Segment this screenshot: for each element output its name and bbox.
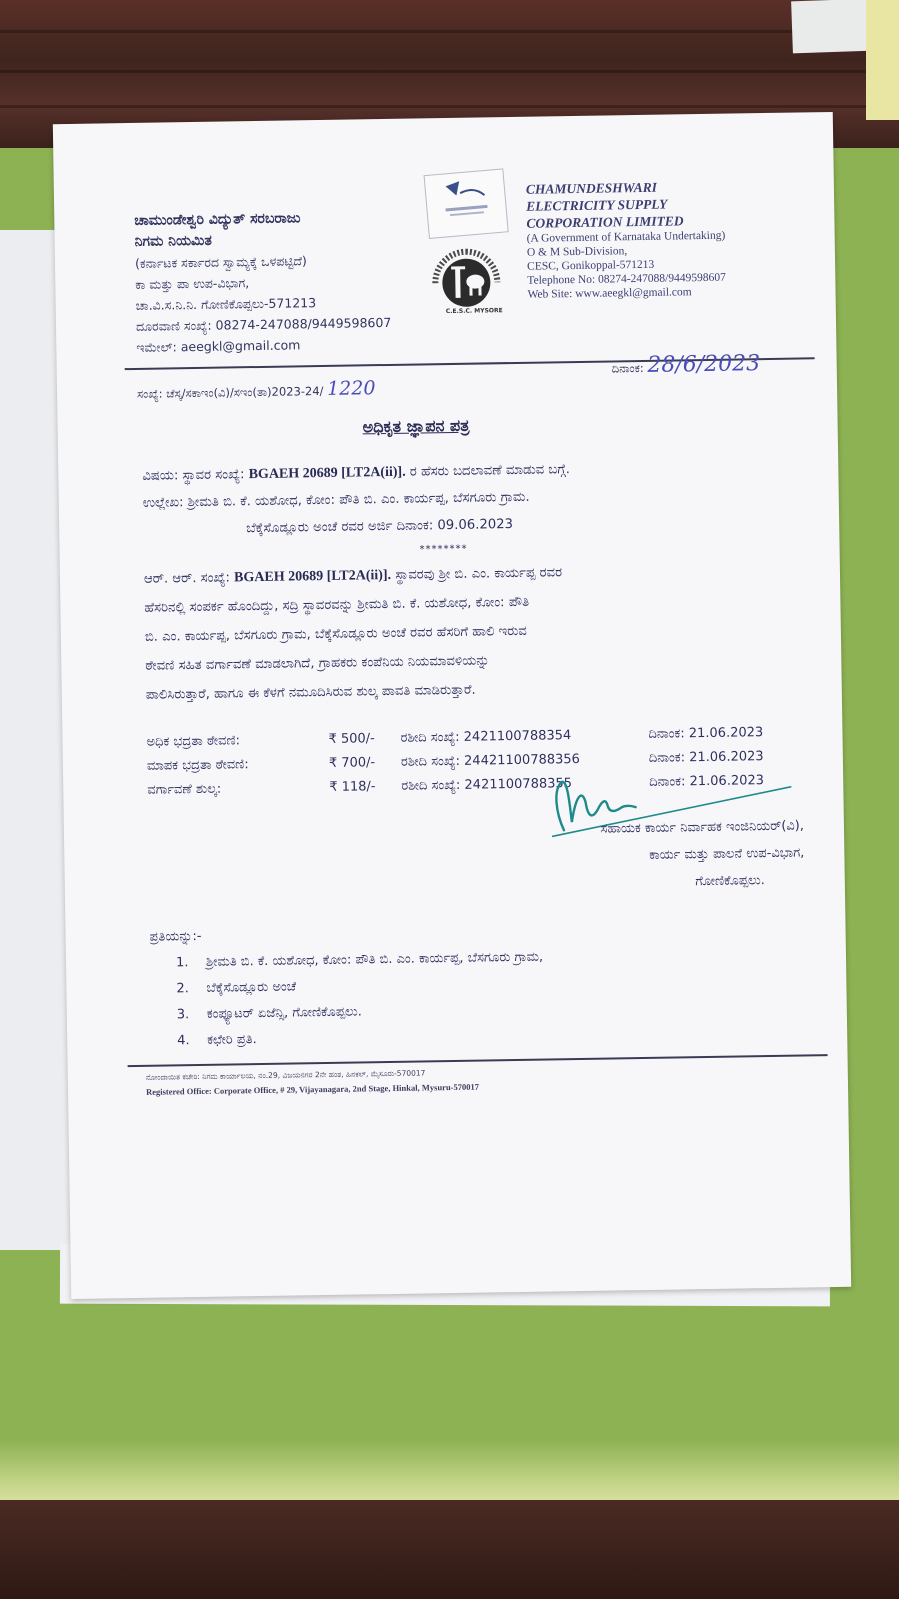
reference-number [137, 377, 376, 403]
subdivision-kannada: ಕಾ ಮತ್ತು ಪಾ ಉಪ-ವಿಭಾಗ, [135, 275, 250, 292]
fee-amount: ₹ 118/- [329, 779, 376, 795]
body-line-1-rest: ಸ್ಥಾವರವು ಶ್ರೀ ಬಿ. ಎಂ. ಕಾರ್ಯಪ್ಪ ರವರ [395, 565, 563, 583]
company-name-kannada: ಚಾಮುಂಡೇಶ್ವರಿ ವಿದ್ಯುತ್ ಸರಬರಾಜು [134, 210, 301, 229]
body-rr-label: ಆರ್. ಆರ್. ಸಂಖ್ಯೆ: [143, 570, 231, 587]
body-line-5: ಪಾಲಿಸಿರುತ್ತಾರೆ, ಹಾಗೂ ಈ ಕೆಳಗೆ ನಮೂದಿಸಿರುವ ಶುಲ್ಕ ಪಾವತಿ ಮಾಡಿರುತ್ತಾರೆ. [145, 682, 476, 703]
background-yellow-paper [866, 0, 899, 120]
fee-label: ಮಾಪಕ ಭದ್ರತಾ ಠೇವಣಿ: [146, 757, 249, 774]
wood-grain [0, 30, 899, 33]
fee-amount: ₹ 500/- [328, 731, 375, 747]
govt-undertaking-kannada: (ಕರ್ನಾಟಕ ಸರ್ಕಾರದ ಸ್ವಾಮ್ಯಕ್ಕೆ ಒಳಪಟ್ಟಿದೆ) [134, 253, 307, 271]
list-item [177, 1023, 545, 1055]
subject-prefix: ಸ್ಥಾವರ ಸಂಖ್ಯೆ: [182, 467, 245, 484]
emblem-sticker [424, 168, 509, 239]
subject-suffix: ರ ಹೆಸರು ಬದಲಾವಣೆ ಮಾಡುವ ಬಗ್ಗೆ. [409, 462, 571, 480]
footer-divider [128, 1054, 828, 1067]
copies-list [176, 945, 545, 1055]
signatory-subdivision: ಕಾರ್ಯ ಮತ್ತು ಪಾಲನೆ ಉಪ-ವಿಭಾಗ, [649, 845, 805, 863]
signature-block [600, 812, 805, 896]
list-item-number: 3. [176, 1007, 190, 1023]
wooden-table-bottom [0, 1500, 899, 1599]
reference-number-label: ಸಂಖ್ಯೆ: ಚೆಸ್ಕ/ಸಕಾಇಂ(ವಿ)/ಸಇಂ(ತಾ)2023-24/ [136, 383, 324, 401]
company-name-line3: CORPORATION LIMITED [526, 213, 684, 231]
body-line-4: ಠೇವಣಿ ಸಹಿತ ವರ್ಗಾವಣೆ ಮಾಡಲಾಗಿದೆ, ಗ್ರಾಹಕರು ಕಂಪೆನಿಯ ನಿಯಮಾವಳಿಯನ್ನು [145, 653, 490, 674]
memo-date-handwritten: 28/6/2023 [647, 351, 761, 378]
list-item-number: 2. [176, 981, 189, 997]
copies-heading: ಪ್ರತಿಯನ್ನು:- [149, 928, 202, 945]
govt-undertaking: (A Government of Karnataka Undertaking) [526, 229, 726, 245]
subdivision: O & M Sub-Division, [526, 245, 628, 259]
subject-installation-code: BGAEH 20689 [LT2A(ii)]. [248, 464, 406, 483]
memo-date [611, 351, 760, 378]
separator-stars: ******** [419, 543, 468, 556]
address-kannada: ಚಾ.ವಿ.ಸ.ನಿ.ನಿ. ಗೋಣಿಕೊಪ್ಪಲು-571213 [135, 295, 317, 313]
letterhead-english [526, 178, 727, 302]
background-paper-corner [791, 0, 873, 53]
official-memo-sheet [53, 112, 851, 1299]
signatory-place: ಗೋಣಿಕೊಪ್ಪಲು. [695, 873, 765, 890]
list-item-text: ಕಛೇರಿ ಪ್ರತಿ. [207, 1032, 257, 1048]
fee-date: ದಿನಾಂಕ: 21.06.2023 [648, 725, 764, 742]
fee-label: ವರ್ಗಾವಣೆ ಶುಲ್ಕ: [147, 781, 222, 798]
letterhead-kannada [134, 207, 392, 358]
body-line-3: ಬಿ. ಎಂ. ಕಾರ್ಯಪ್ಪ, ಬೆಸಗೂರು ಗ್ರಾಮ, ಬೆಕ್ಕೆಸೊಡ್ಲೂರು ಅಂಚೆ ರವರ ಹೆಸರಿಗೆ ಹಾಲಿ ಇರುವ [144, 623, 527, 645]
list-item-number: 4. [177, 1033, 190, 1049]
fee-amount: ₹ 700/- [328, 755, 376, 771]
email-kannada: ಇಮೇಲ್: aeegkl@gmail.com [136, 337, 301, 355]
website: Web Site: www.aeegkl@gmail.com [527, 286, 692, 301]
list-item-text: ಶ್ರೀಮತಿ ಬಿ. ಕೆ. ಯಶೋಧ, ಕೋಂ: ಪೌತಿ ಬಿ. ಎಂ. ಕಾರ್ಯಪ್ಪ, ಬೆಸಗೂರು ಗ್ರಾಮ, [205, 949, 544, 970]
telephone: Telephone No: 08274-247088/9449598607 [527, 271, 726, 287]
reference-number-handwritten: 1220 [326, 377, 376, 400]
subject-label: ವಿಷಯ: [142, 468, 179, 484]
fee-label: ಅಧಿಕ ಭದ್ರತಾ ಠೇವಣಿ: [146, 733, 241, 750]
reference-label: ಉಲ್ಲೇಖ: [142, 495, 184, 511]
fee-row [146, 725, 763, 750]
memo-date-label: ದಿನಾಂಕ: [611, 360, 644, 376]
fee-receipt: ರಶೀದಿ ಸಂಖ್ಯೆ: 24421100788356 [400, 751, 581, 770]
body-installation-code: BGAEH 20689 [LT2A(ii)]. [233, 567, 392, 586]
signatory-designation: ಸಹಾಯಕ ಕಾರ್ಯ ನಿರ್ವಾಹಕ ಇಂಜಿನಿಯರ್(ವಿ), [600, 818, 805, 837]
cesc-logo [431, 245, 502, 316]
fee-date: ದಿನಾಂಕ: 21.06.2023 [648, 749, 764, 766]
list-item-text: ಬೆಕ್ಕೆಸೊಡ್ಲೂರು ಅಂಚೆ [206, 979, 297, 996]
office-address: CESC, Gonikoppal-571213 [527, 258, 655, 273]
memo-title: ಅಧಿಕೃತ ಜ್ಞಾಪನ ಪತ್ರ [362, 415, 470, 437]
list-item-number: 1. [175, 955, 189, 971]
company-name-line2: ELECTRICITY SUPPLY [526, 196, 668, 214]
wood-grain [0, 105, 899, 108]
phone-kannada: ದೂರವಾಣಿ ಸಂಖ್ಯೆ: 08274-247088/9449598607 [135, 314, 392, 334]
body-line-2: ಹೆಸರಿನಲ್ಲಿ ಸಂಪರ್ಕ ಹೊಂದಿದ್ದು, ಸದ್ರಿ ಸ್ಥಾವರವನ್ನು ಶ್ರೀಮತಿ ಬಿ. ಕೆ. ಯಶೋಧ, ಕೋಂ: ಪೌತಿ [144, 594, 530, 616]
logo-caption: C.E.S.C. MYSORE [445, 307, 503, 316]
footer-kannada: ನೋಂದಾಯಿತ ಕಚೇರಿ: ನಿಗಮ ಕಾರ್ಯಾಲಯ, ನಂ.29, ವಿಜಯನಗರ 2ನೇ ಹಂತ, ಹಿನಕಲ್, ಮೈಸೂರು-570017 [145, 1068, 426, 1082]
list-item-text: ಕಂಪ್ಯೂಟರ್ ಏಜೆನ್ಸಿ, ಗೋಣಿಕೊಪ್ಪಲು. [206, 1004, 362, 1022]
fee-date: ದಿನಾಂಕ: 21.06.2023 [649, 773, 765, 790]
body-line-1 [144, 559, 562, 593]
cesc-logo-icon [431, 245, 502, 316]
wood-grain [0, 70, 899, 73]
emblem-icon [425, 169, 508, 237]
reference-application-date: ಬೆಕ್ಕೆಸೊಡ್ಲೂರು ಅಂಚೆ ರವರ ಅರ್ಜಿ ದಿನಾಂಕ: 09.06.2023 [246, 517, 514, 537]
footer-registered-office: Registered Office: Corporate Office, # 29, Vijayanagara, 2nd Stage, Hinkal, Mysuru-570017 [145, 1081, 480, 1097]
reference-applicant: ಶ್ರೀಮತಿ ಬಿ. ಕೆ. ಯಶೋಧ, ಕೋಂ: ಪೌತಿ ಬಿ. ಎಂ. ಕಾರ್ಯಪ್ಪ, ಬೆಸಗೂರು ಗ್ರಾಮ. [187, 489, 530, 511]
company-type-kannada: ನಿಗಮ ನಿಯಮಿತ [134, 232, 212, 250]
fee-receipt: ರಶೀದಿ ಸಂಖ್ಯೆ: 2421100788355 [401, 776, 573, 794]
company-name-line1: CHAMUNDESHWARI [525, 179, 658, 197]
fee-receipt: ರಶೀದಿ ಸಂಖ್ಯೆ: 2421100788354 [400, 728, 572, 746]
